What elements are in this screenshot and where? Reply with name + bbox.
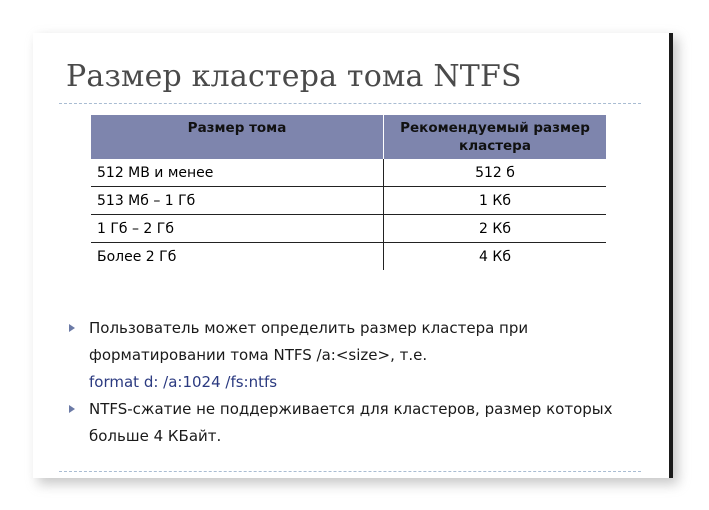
- header-volume-size: Размер тома: [91, 115, 384, 159]
- table-header-row: [91, 115, 606, 159]
- cell-cluster-size: 2 Кб: [384, 215, 607, 243]
- table-row: [91, 215, 606, 243]
- bullet-triangle-icon: [69, 324, 75, 332]
- bullet-text: NTFS-сжатие не поддерживается для кластеров, размер которых больше 4 КБайт.: [89, 400, 613, 445]
- cell-volume-size: 513 Мб – 1 Гб: [91, 187, 384, 215]
- slide: [33, 33, 673, 478]
- cluster-size-table: [91, 115, 606, 270]
- cell-volume-size: 512 МВ и менее: [91, 159, 384, 187]
- cell-cluster-size: 4 Кб: [384, 243, 607, 271]
- slide-title: Размер кластера тома NTFS: [66, 59, 522, 94]
- table-row: [91, 243, 606, 271]
- title-divider: [59, 103, 641, 104]
- bullet-list: [69, 315, 629, 450]
- bullet-triangle-icon: [69, 405, 75, 413]
- bullet-item: [69, 396, 629, 450]
- cell-cluster-size: 1 Кб: [384, 187, 607, 215]
- command-example: format d: /a:1024 /fs:ntfs: [89, 373, 278, 391]
- table-row: [91, 187, 606, 215]
- footer-divider: [59, 471, 641, 472]
- bullet-text: Пользователь может определить размер кластера при форматировании тома NTFS /a:<size>, т.е.: [89, 319, 529, 364]
- cell-volume-size: 1 Гб – 2 Гб: [91, 215, 384, 243]
- header-cluster-size: Рекомендуемый размер кластера: [384, 115, 607, 159]
- table-row: [91, 159, 606, 187]
- cell-cluster-size: 512 б: [384, 159, 607, 187]
- bullet-item: [69, 315, 629, 369]
- cell-volume-size: Более 2 Гб: [91, 243, 384, 271]
